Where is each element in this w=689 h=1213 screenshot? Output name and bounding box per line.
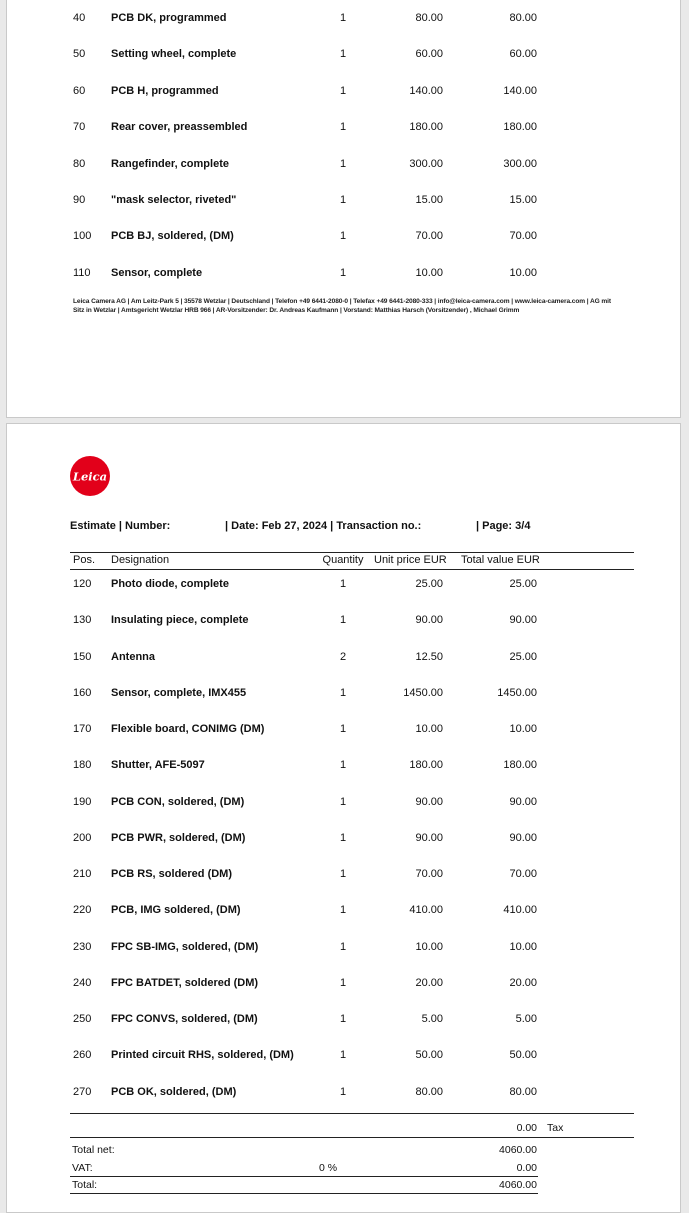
row-unit-price: 80.00: [415, 12, 443, 24]
row-total-value: 5.00: [515, 1013, 537, 1025]
table-row: [7, 612, 680, 628]
row-position: 50: [73, 48, 86, 61]
row-designation: FPC SB-IMG, soldered, (DM): [111, 940, 259, 953]
row-position: 170: [73, 723, 92, 735]
row-quantity: 1: [339, 759, 347, 772]
row-position: 190: [73, 795, 92, 808]
row-total-value: 80.00: [509, 1085, 537, 1098]
table-row: [7, 1011, 680, 1027]
table-row: [7, 228, 680, 244]
table-row: [7, 757, 680, 773]
row-quantity: 1: [339, 578, 347, 590]
row-total-value: 90.00: [509, 831, 537, 844]
row-position: 110: [73, 266, 91, 279]
row-designation: PCB RS, soldered (DM): [111, 868, 233, 880]
table-row: [7, 1047, 680, 1063]
row-unit-price: 70.00: [415, 868, 443, 880]
row-quantity: 1: [339, 868, 347, 880]
row-designation: PCB H, programmed: [111, 84, 219, 97]
row-total-value: 1450.00: [497, 686, 537, 699]
row-designation: PCB, IMG soldered, (DM): [111, 904, 241, 917]
row-position: 270: [73, 1085, 92, 1098]
vat-label: VAT:: [72, 1162, 93, 1174]
row-designation: Sensor, complete: [111, 266, 203, 279]
header-quantity: Quantity: [322, 554, 364, 566]
vat-value: 0.00: [516, 1162, 537, 1174]
row-total-value: 15.00: [509, 194, 537, 206]
row-position: 260: [73, 1049, 92, 1062]
leica-logo: [70, 456, 110, 496]
row-designation: FPC BATDET, soldered (DM): [111, 976, 259, 989]
row-designation: Antenna: [111, 650, 155, 663]
row-position: 130: [73, 614, 92, 627]
row-designation: Photo diode, complete: [111, 578, 229, 590]
total-value: 4060.00: [499, 1179, 537, 1191]
row-position: 160: [73, 686, 92, 699]
row-total-value: 90.00: [509, 795, 537, 808]
table-row: [7, 830, 680, 846]
row-position: 70: [73, 121, 86, 134]
table-row: [7, 265, 680, 281]
row-total-value: 180.00: [503, 759, 537, 772]
table-row: [7, 794, 680, 810]
svg-text:Leica: Leica: [72, 469, 108, 484]
row-position: 120: [73, 578, 92, 590]
total-net-row: [7, 1143, 680, 1157]
total-label: Total:: [72, 1179, 98, 1191]
row-quantity: 1: [339, 686, 347, 699]
row-total-value: 80.00: [509, 12, 537, 24]
row-designation: PCB DK, programmed: [111, 12, 227, 24]
row-unit-price: 10.00: [415, 723, 443, 735]
table-row: [7, 939, 680, 955]
table-row: [7, 902, 680, 918]
row-unit-price: 300.00: [409, 157, 443, 170]
row-total-value: 70.00: [509, 868, 537, 880]
total-net-value: 4060.00: [499, 1144, 537, 1156]
table-row: [7, 46, 680, 62]
header-pos: Pos.: [73, 554, 96, 566]
row-quantity: 1: [339, 12, 347, 24]
tax-value: 0.00: [516, 1122, 537, 1134]
row-total-value: 20.00: [509, 976, 537, 989]
header-designation: Designation: [111, 554, 170, 566]
total-bottom-rule: [70, 1193, 538, 1194]
row-designation: FPC CONVS, soldered, (DM): [111, 1013, 258, 1025]
leica-logo-icon: [70, 456, 110, 496]
row-position: 80: [73, 157, 86, 170]
row-quantity: 1: [339, 976, 347, 989]
header-total-value: Total value EUR: [461, 554, 540, 566]
row-position: 180: [73, 759, 92, 772]
table-row: [7, 1084, 680, 1100]
row-total-value: 300.00: [503, 157, 537, 170]
document-page-3: [6, 423, 681, 1213]
row-unit-price: 90.00: [415, 831, 443, 844]
row-quantity: 1: [339, 194, 347, 206]
row-total-value: 410.00: [503, 904, 537, 917]
row-total-value: 140.00: [503, 84, 537, 97]
row-quantity: 1: [339, 940, 347, 953]
row-unit-price: 140.00: [409, 84, 443, 97]
row-total-value: 60.00: [509, 48, 537, 61]
table-row: [7, 866, 680, 882]
table-row: [7, 192, 680, 208]
row-position: 90: [73, 194, 86, 206]
tax-label: Tax: [547, 1122, 564, 1134]
table-row: [7, 576, 680, 592]
row-unit-price: 1450.00: [403, 686, 443, 699]
row-position: 210: [73, 868, 92, 880]
row-quantity: 1: [339, 1085, 347, 1098]
total-row: [7, 1178, 680, 1192]
row-position: 150: [73, 650, 92, 663]
table-row: [7, 83, 680, 99]
row-quantity: 1: [339, 904, 347, 917]
row-quantity: 1: [339, 230, 347, 243]
row-quantity: 1: [339, 84, 347, 97]
row-position: 220: [73, 904, 92, 917]
row-designation: Setting wheel, complete: [111, 48, 237, 61]
table-header-rule: [70, 569, 634, 570]
row-quantity: 1: [339, 795, 347, 808]
row-quantity: 1: [339, 723, 347, 735]
date-transaction-label: | Date: Feb 27, 2024 | Transaction no.:: [225, 520, 422, 532]
row-quantity: 1: [339, 48, 347, 61]
row-unit-price: 60.00: [415, 48, 443, 61]
row-quantity: 1: [339, 1013, 347, 1025]
total-net-label: Total net:: [72, 1144, 115, 1156]
row-designation: Sensor, complete, IMX455: [111, 686, 247, 699]
row-total-value: 10.00: [509, 723, 537, 735]
table-row: [7, 721, 680, 737]
row-designation: PCB BJ, soldered, (DM): [111, 230, 234, 243]
row-designation: PCB CON, soldered, (DM): [111, 795, 245, 808]
estimate-number-label: Estimate | Number:: [70, 520, 171, 532]
row-designation: Flexible board, CONIMG (DM): [111, 723, 265, 735]
row-unit-price: 15.00: [415, 194, 443, 206]
row-unit-price: 20.00: [415, 976, 443, 989]
header-unit-price: Unit price EUR: [374, 554, 447, 566]
row-unit-price: 180.00: [409, 759, 443, 772]
row-quantity: 2: [339, 650, 347, 663]
row-quantity: 1: [339, 1049, 347, 1062]
row-position: 60: [73, 84, 86, 97]
row-unit-price: 25.00: [415, 578, 443, 590]
tax-row: [7, 1121, 680, 1135]
row-designation: "mask selector, riveted": [111, 194, 237, 206]
row-total-value: 90.00: [509, 614, 537, 627]
items-bottom-rule: [70, 1113, 634, 1114]
table-row: [7, 685, 680, 701]
row-unit-price: 10.00: [415, 266, 443, 279]
row-unit-price: 90.00: [415, 795, 443, 808]
total-rule: [70, 1176, 538, 1177]
row-position: 40: [73, 12, 86, 24]
row-unit-price: 70.00: [415, 230, 443, 243]
row-designation: Shutter, AFE-5097: [111, 759, 205, 772]
row-unit-price: 80.00: [415, 1085, 443, 1098]
row-position: 100: [73, 230, 92, 243]
row-designation: Rangefinder, complete: [111, 157, 229, 170]
row-designation: PCB OK, soldered, (DM): [111, 1085, 237, 1098]
row-quantity: 1: [339, 157, 347, 170]
totals-rule: [70, 1137, 634, 1138]
table-row: [7, 649, 680, 665]
row-designation: PCB PWR, soldered, (DM): [111, 831, 246, 844]
row-position: 250: [73, 1013, 92, 1025]
row-quantity: 1: [339, 266, 347, 279]
row-unit-price: 5.00: [421, 1013, 443, 1025]
row-total-value: 10.00: [509, 266, 537, 279]
table-row: [7, 10, 680, 26]
row-position: 230: [73, 940, 92, 953]
row-position: 240: [73, 976, 92, 989]
row-total-value: 10.00: [509, 940, 537, 953]
vat-row: [7, 1161, 680, 1175]
row-designation: Printed circuit RHS, soldered, (DM): [111, 1049, 294, 1062]
company-footer: Leica Camera AG | Am Leitz-Park 5 | 35578 Wetzlar | Deutschland | Telefon +49 6441-2080-0 | Telefax +49 6441-2080-333 | info@leica-camera.com | www.leica-camera.com | AG mit Sitz in Wetzlar | Amtsgericht Wetzlar HRB 966 | AR-Vorsitzender: Dr. Andreas Kaufmann | Vorstand: Matthias Harsch (Vorsitzender) , Michael Grimm: [73, 298, 611, 314]
row-unit-price: 10.00: [415, 940, 443, 953]
row-designation: Insulating piece, complete: [111, 614, 249, 627]
row-unit-price: 410.00: [409, 904, 443, 917]
row-unit-price: 90.00: [415, 614, 443, 627]
row-quantity: 1: [339, 831, 347, 844]
vat-rate: 0 %: [319, 1162, 338, 1174]
row-quantity: 1: [339, 614, 347, 627]
row-unit-price: 180.00: [409, 121, 443, 134]
table-row: [7, 156, 680, 172]
row-total-value: 180.00: [503, 121, 537, 134]
row-unit-price: 12.50: [415, 650, 443, 663]
table-header: [7, 552, 680, 568]
document-page-2: [6, 0, 681, 418]
page-number-label: | Page: 3/4: [476, 520, 531, 532]
table-row: [7, 975, 680, 991]
row-designation: Rear cover, preassembled: [111, 121, 248, 134]
row-unit-price: 50.00: [415, 1049, 443, 1062]
row-total-value: 25.00: [509, 650, 537, 663]
table-row: [7, 119, 680, 135]
row-total-value: 25.00: [509, 578, 537, 590]
row-total-value: 50.00: [509, 1049, 537, 1062]
row-quantity: 1: [339, 121, 347, 134]
row-position: 200: [73, 831, 92, 844]
row-total-value: 70.00: [509, 230, 537, 243]
